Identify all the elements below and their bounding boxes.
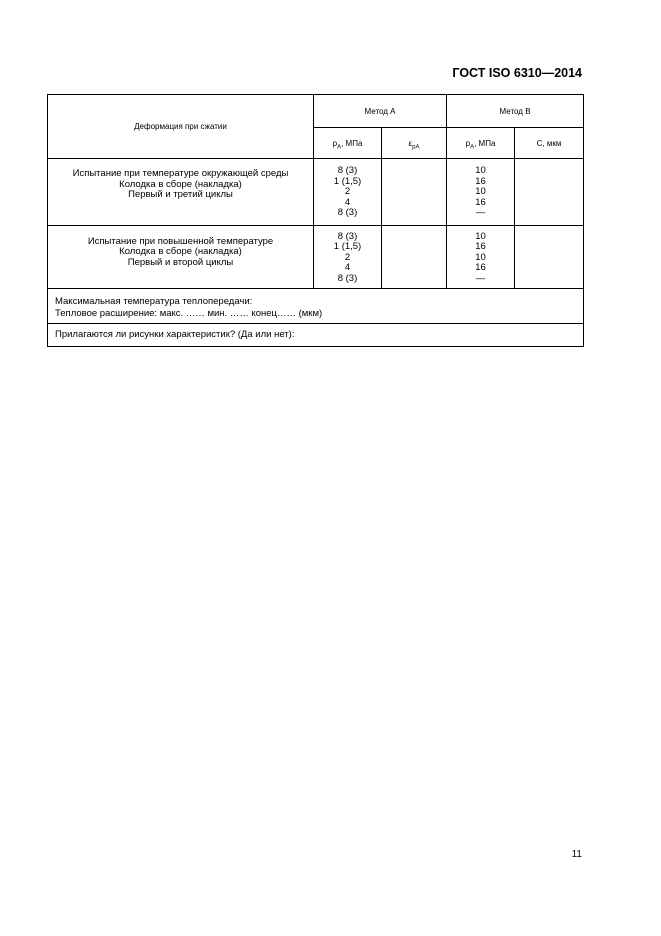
header-method-a: Метод А [314, 95, 447, 128]
header-pa-method-a: $p_A$, МПа [314, 128, 382, 159]
table-row [48, 159, 584, 226]
group2-c [515, 225, 584, 289]
header-epsilon: $\varepsilon_{pA}$ [382, 128, 447, 159]
group2-labels: Испытание при повышенной температуре Колодка в сборе (накладка) Первый и второй циклы [48, 225, 314, 289]
table-row [48, 289, 584, 324]
group2-pa-method-a: 8 (3) 1 (1,5) 2 4 8 (3) [314, 225, 382, 289]
header-c: C, мкм [515, 128, 584, 159]
table-row [48, 225, 584, 289]
group1-labels: Испытание при температуре окружающей среды Колодка в сборе (накладка) Первый и третий циклы [48, 159, 314, 226]
group1-epsilon [382, 159, 447, 226]
group1-c [515, 159, 584, 226]
header-deformation: Деформация при сжатии [48, 95, 314, 159]
group2-pa-method-b: 10 16 10 16 — [447, 225, 515, 289]
group1-pa-method-b: 10 16 10 16 — [447, 159, 515, 226]
document-code: ГОСТ ISO 6310—2014 [452, 66, 582, 80]
thermal-note: Максимальная температура теплопередачи: Тепловое расширение: макс. …… мин. …… конец…… (мкм) [48, 289, 584, 324]
header-method-b: Метод В [447, 95, 584, 128]
compression-deformation-table [47, 94, 584, 347]
page-number: 11 [571, 849, 582, 860]
header-pa-method-b: $p_A$, МПа [447, 128, 515, 159]
group2-epsilon [382, 225, 447, 289]
group1-pa-method-a: 8 (3) 1 (1,5) 2 4 8 (3) [314, 159, 382, 226]
table-row [48, 324, 584, 347]
figures-question: Прилагаются ли рисунки характеристик? (Да или нет): [48, 324, 584, 347]
